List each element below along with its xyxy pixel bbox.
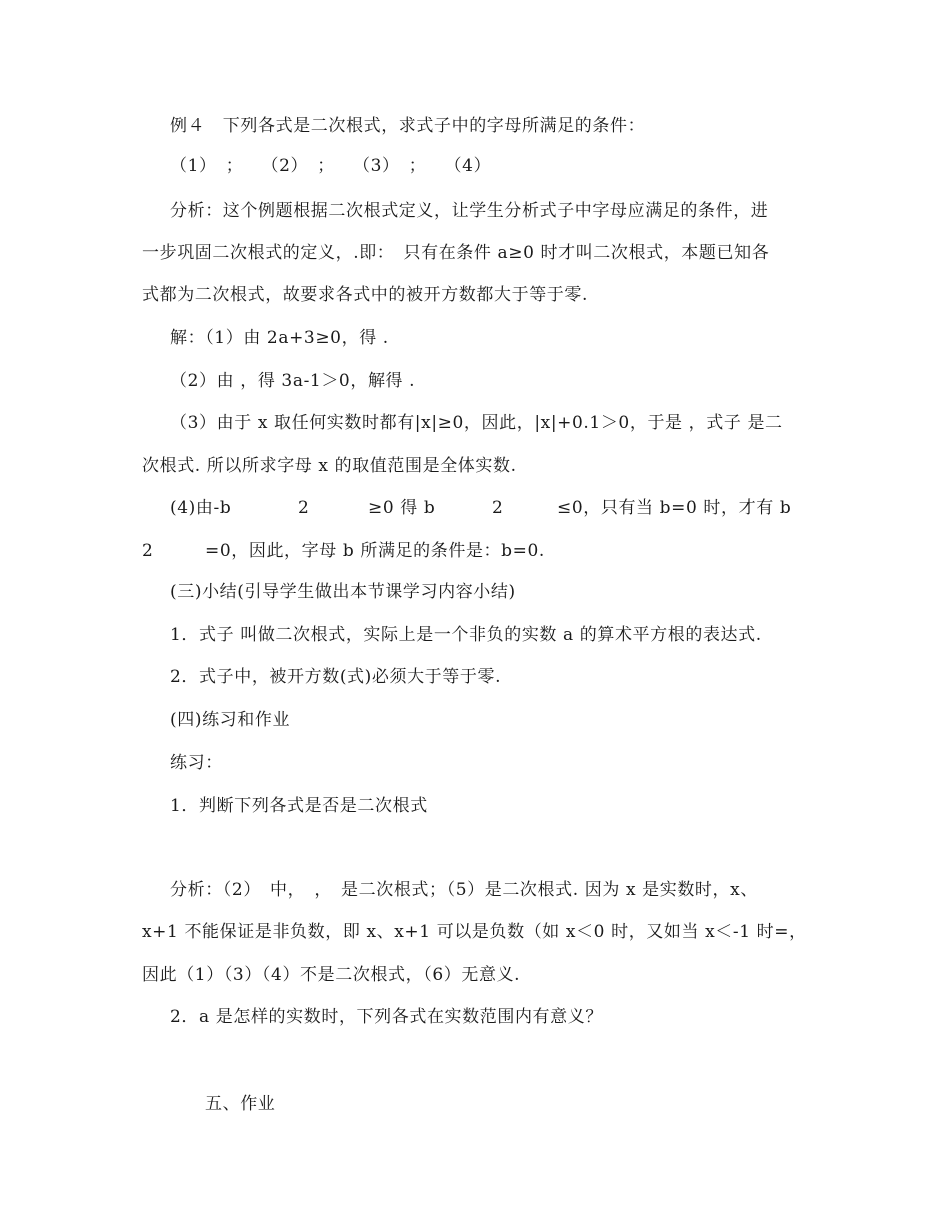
- solution-4a-part-4: 2: [492, 498, 504, 518]
- summary-heading: (三)小结(引导学生做出本节课学习内容小结): [170, 582, 516, 602]
- analysis2-line-1: 分析：（2） 中， ， 是二次根式；（5）是二次根式. 因为 x 是实数时，x、: [170, 880, 758, 900]
- solution-line-3a: （3）由于 x 取任何实数时都有|x|≥0，因此，|x|+0.1＞0，于是 ，式子 是二: [170, 413, 783, 433]
- analysis-line-1: 分析：这个例题根据二次根式定义，让学生分析式子中字母应满足的条件，进: [170, 201, 769, 221]
- summary-item-2: 2．式子中，被开方数(式)必须大于等于零.: [170, 667, 502, 687]
- solution-4a-part-1: (4)由-b: [170, 498, 232, 518]
- practice-label: 练习：: [170, 753, 223, 773]
- solution-line-1: 解：（1）由 2a+3≥0，得 .: [170, 328, 389, 348]
- solution-4b-part-1: 2: [142, 541, 154, 561]
- solution-4b-part-2: =0，因此，字母 b 所满足的条件是：b=0.: [205, 541, 545, 561]
- analysis2-line-3: 因此（1）（3）（4）不是二次根式，（6）无意义.: [142, 965, 521, 985]
- solution-line-2: （2）由 ，得 3a-1＞0，解得 .: [170, 371, 416, 391]
- analysis-line-3: 式都为二次根式，故要求各式中的被开方数都大于等于零.: [142, 285, 589, 305]
- summary-item-1: 1．式子 叫做二次根式，实际上是一个非负的实数 a 的算术平方根的表达式.: [170, 625, 762, 645]
- homework-heading: 五、作业: [205, 1094, 276, 1114]
- solution-4a-part-3: ≥0 得 b: [368, 498, 436, 518]
- example-items: （1） ； （2） ； （3） ； （4）: [170, 156, 492, 176]
- solution-line-3b: 次根式. 所以所求字母 x 的取值范围是全体实数.: [142, 456, 517, 476]
- analysis-line-2: 一步巩固二次根式的定义，.即： 只有在条件 a≥0 时才叫二次根式，本题已知各: [142, 243, 770, 263]
- example-title: 例４ 下列各式是二次根式，求式子中的字母所满足的条件：: [170, 116, 646, 136]
- analysis2-line-2: x+1 不能保证是非负数，即 x、x+1 可以是负数（如 x＜0 时，又如当 x＜-1 时=，: [142, 922, 807, 942]
- solution-4a-part-2: 2: [298, 498, 310, 518]
- practice-heading: (四)练习和作业: [170, 710, 291, 730]
- practice-item-1: 1．判断下列各式是否是二次根式: [170, 796, 428, 816]
- solution-4a-part-5: ≤0，只有当 b=0 时，才有 b: [557, 498, 792, 518]
- practice-item-2: 2．a 是怎样的实数时，下列各式在实数范围内有意义？: [170, 1007, 603, 1027]
